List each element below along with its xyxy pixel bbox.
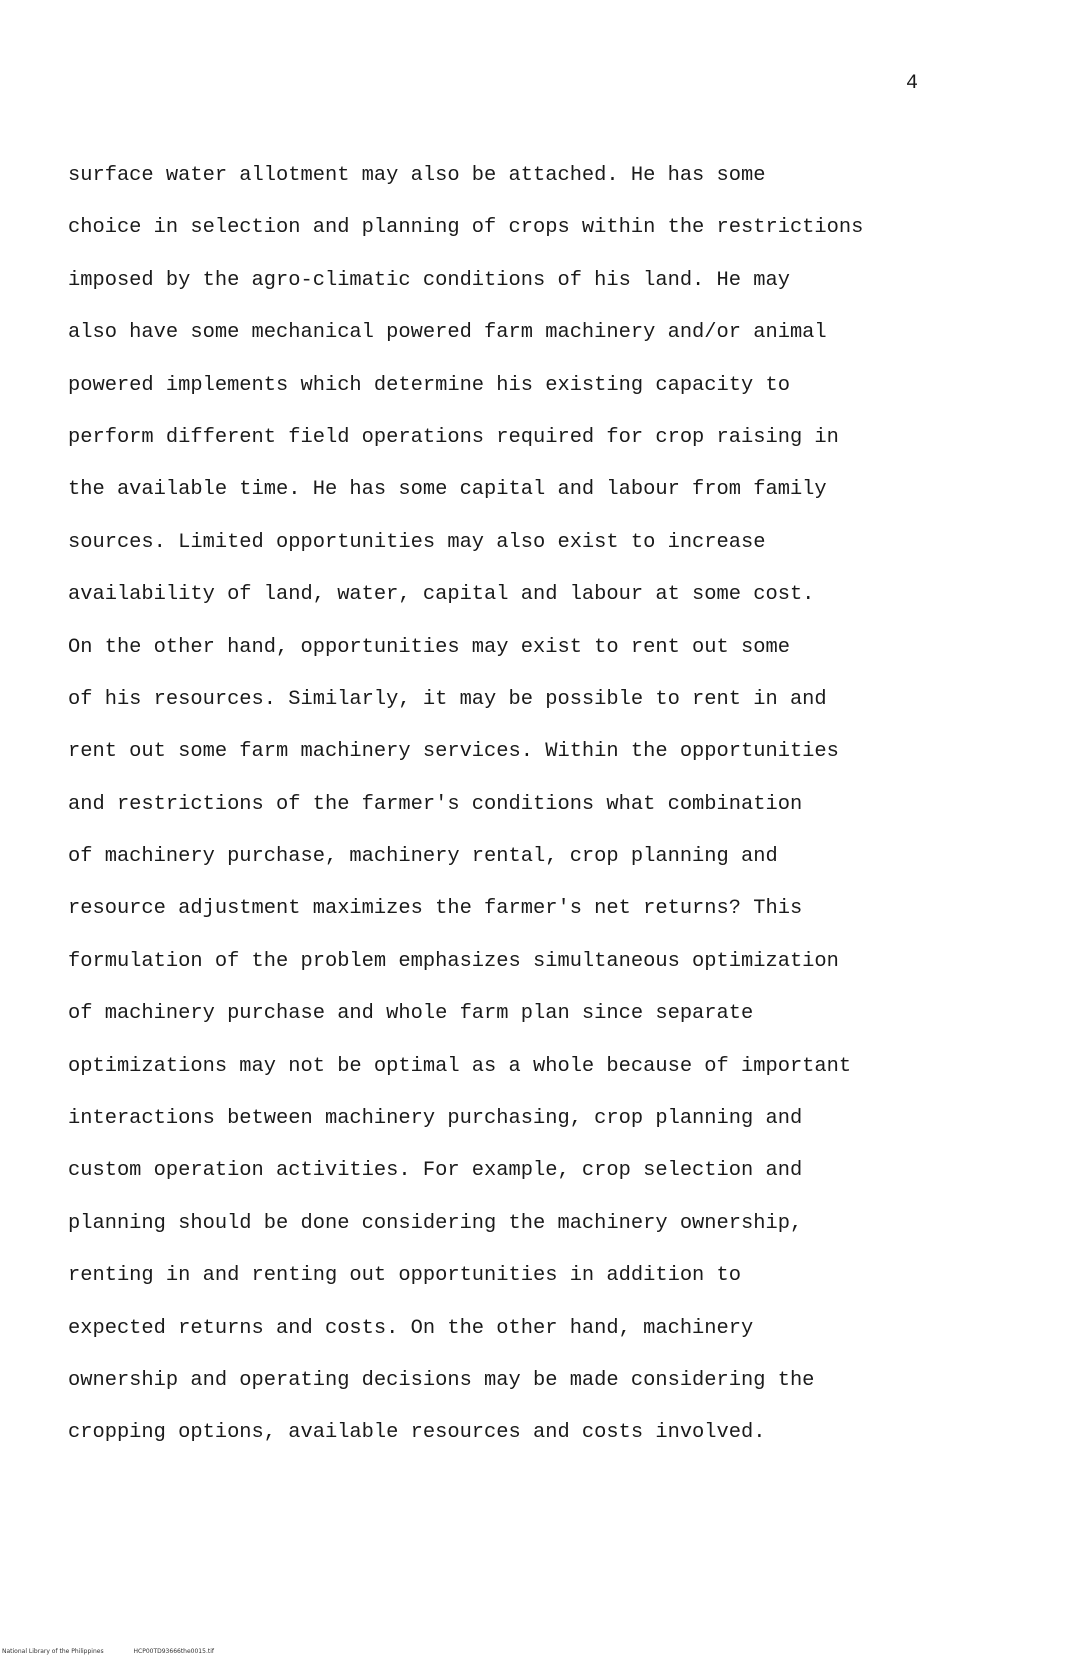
- text-line: planning should be done considering the machinery ownership,: [68, 1211, 803, 1235]
- text-line: sources. Limited opportunities may also exist to increase: [68, 530, 766, 554]
- text-line: imposed by the agro-climatic conditions of his land. He may: [68, 268, 790, 292]
- text-line: perform different field operations required for crop raising in: [68, 425, 839, 449]
- text-line: of his resources. Similarly, it may be possible to rent in and: [68, 687, 827, 711]
- text-line: renting in and renting out opportunities in addition to: [68, 1264, 742, 1288]
- text-line: powered implements which determine his existing capacity to: [68, 373, 790, 397]
- text-line: interactions between machinery purchasing, crop planning and: [68, 1107, 803, 1131]
- text-line: the available time. He has some capital and labour from family: [68, 478, 827, 502]
- text-line: of machinery purchase, machinery rental, crop planning and: [68, 845, 778, 869]
- text-line: resource adjustment maximizes the farmer's net returns? This: [68, 897, 803, 921]
- text-line: choice in selection and planning of crops within the restrictions: [68, 216, 864, 240]
- footer-file: HCP00TD93666the0015.tif: [133, 1648, 214, 1655]
- text-line: cropping options, available resources and costs involved.: [68, 1421, 766, 1445]
- text-line: formulation of the problem emphasizes simultaneous optimization: [68, 949, 839, 973]
- text-line: and restrictions of the farmer's conditions what combination: [68, 792, 803, 816]
- footer-library: National Library of the Philippines: [2, 1648, 104, 1655]
- text-line: also have some mechanical powered farm machinery and/or animal: [68, 321, 827, 345]
- text-line: custom operation activities. For example, crop selection and: [68, 1159, 803, 1183]
- text-line: ownership and operating decisions may be made considering the: [68, 1368, 815, 1392]
- text-line: rent out some farm machinery services. Within the opportunities: [68, 740, 839, 764]
- scan-footer-caption: [2, 1648, 214, 1655]
- text-line: expected returns and costs. On the other hand, machinery: [68, 1316, 754, 1340]
- text-line: availability of land, water, capital and labour at some cost.: [68, 583, 815, 607]
- text-line: On the other hand, opportunities may exist to rent out some: [68, 635, 790, 659]
- text-line: surface water allotment may also be attached. He has some: [68, 164, 766, 187]
- text-line: of machinery purchase and whole farm plan since separate: [68, 1002, 754, 1026]
- body-text: [68, 158, 863, 1468]
- text-line: optimizations may not be optimal as a whole because of important: [68, 1054, 852, 1078]
- page-number: 4: [906, 72, 919, 95]
